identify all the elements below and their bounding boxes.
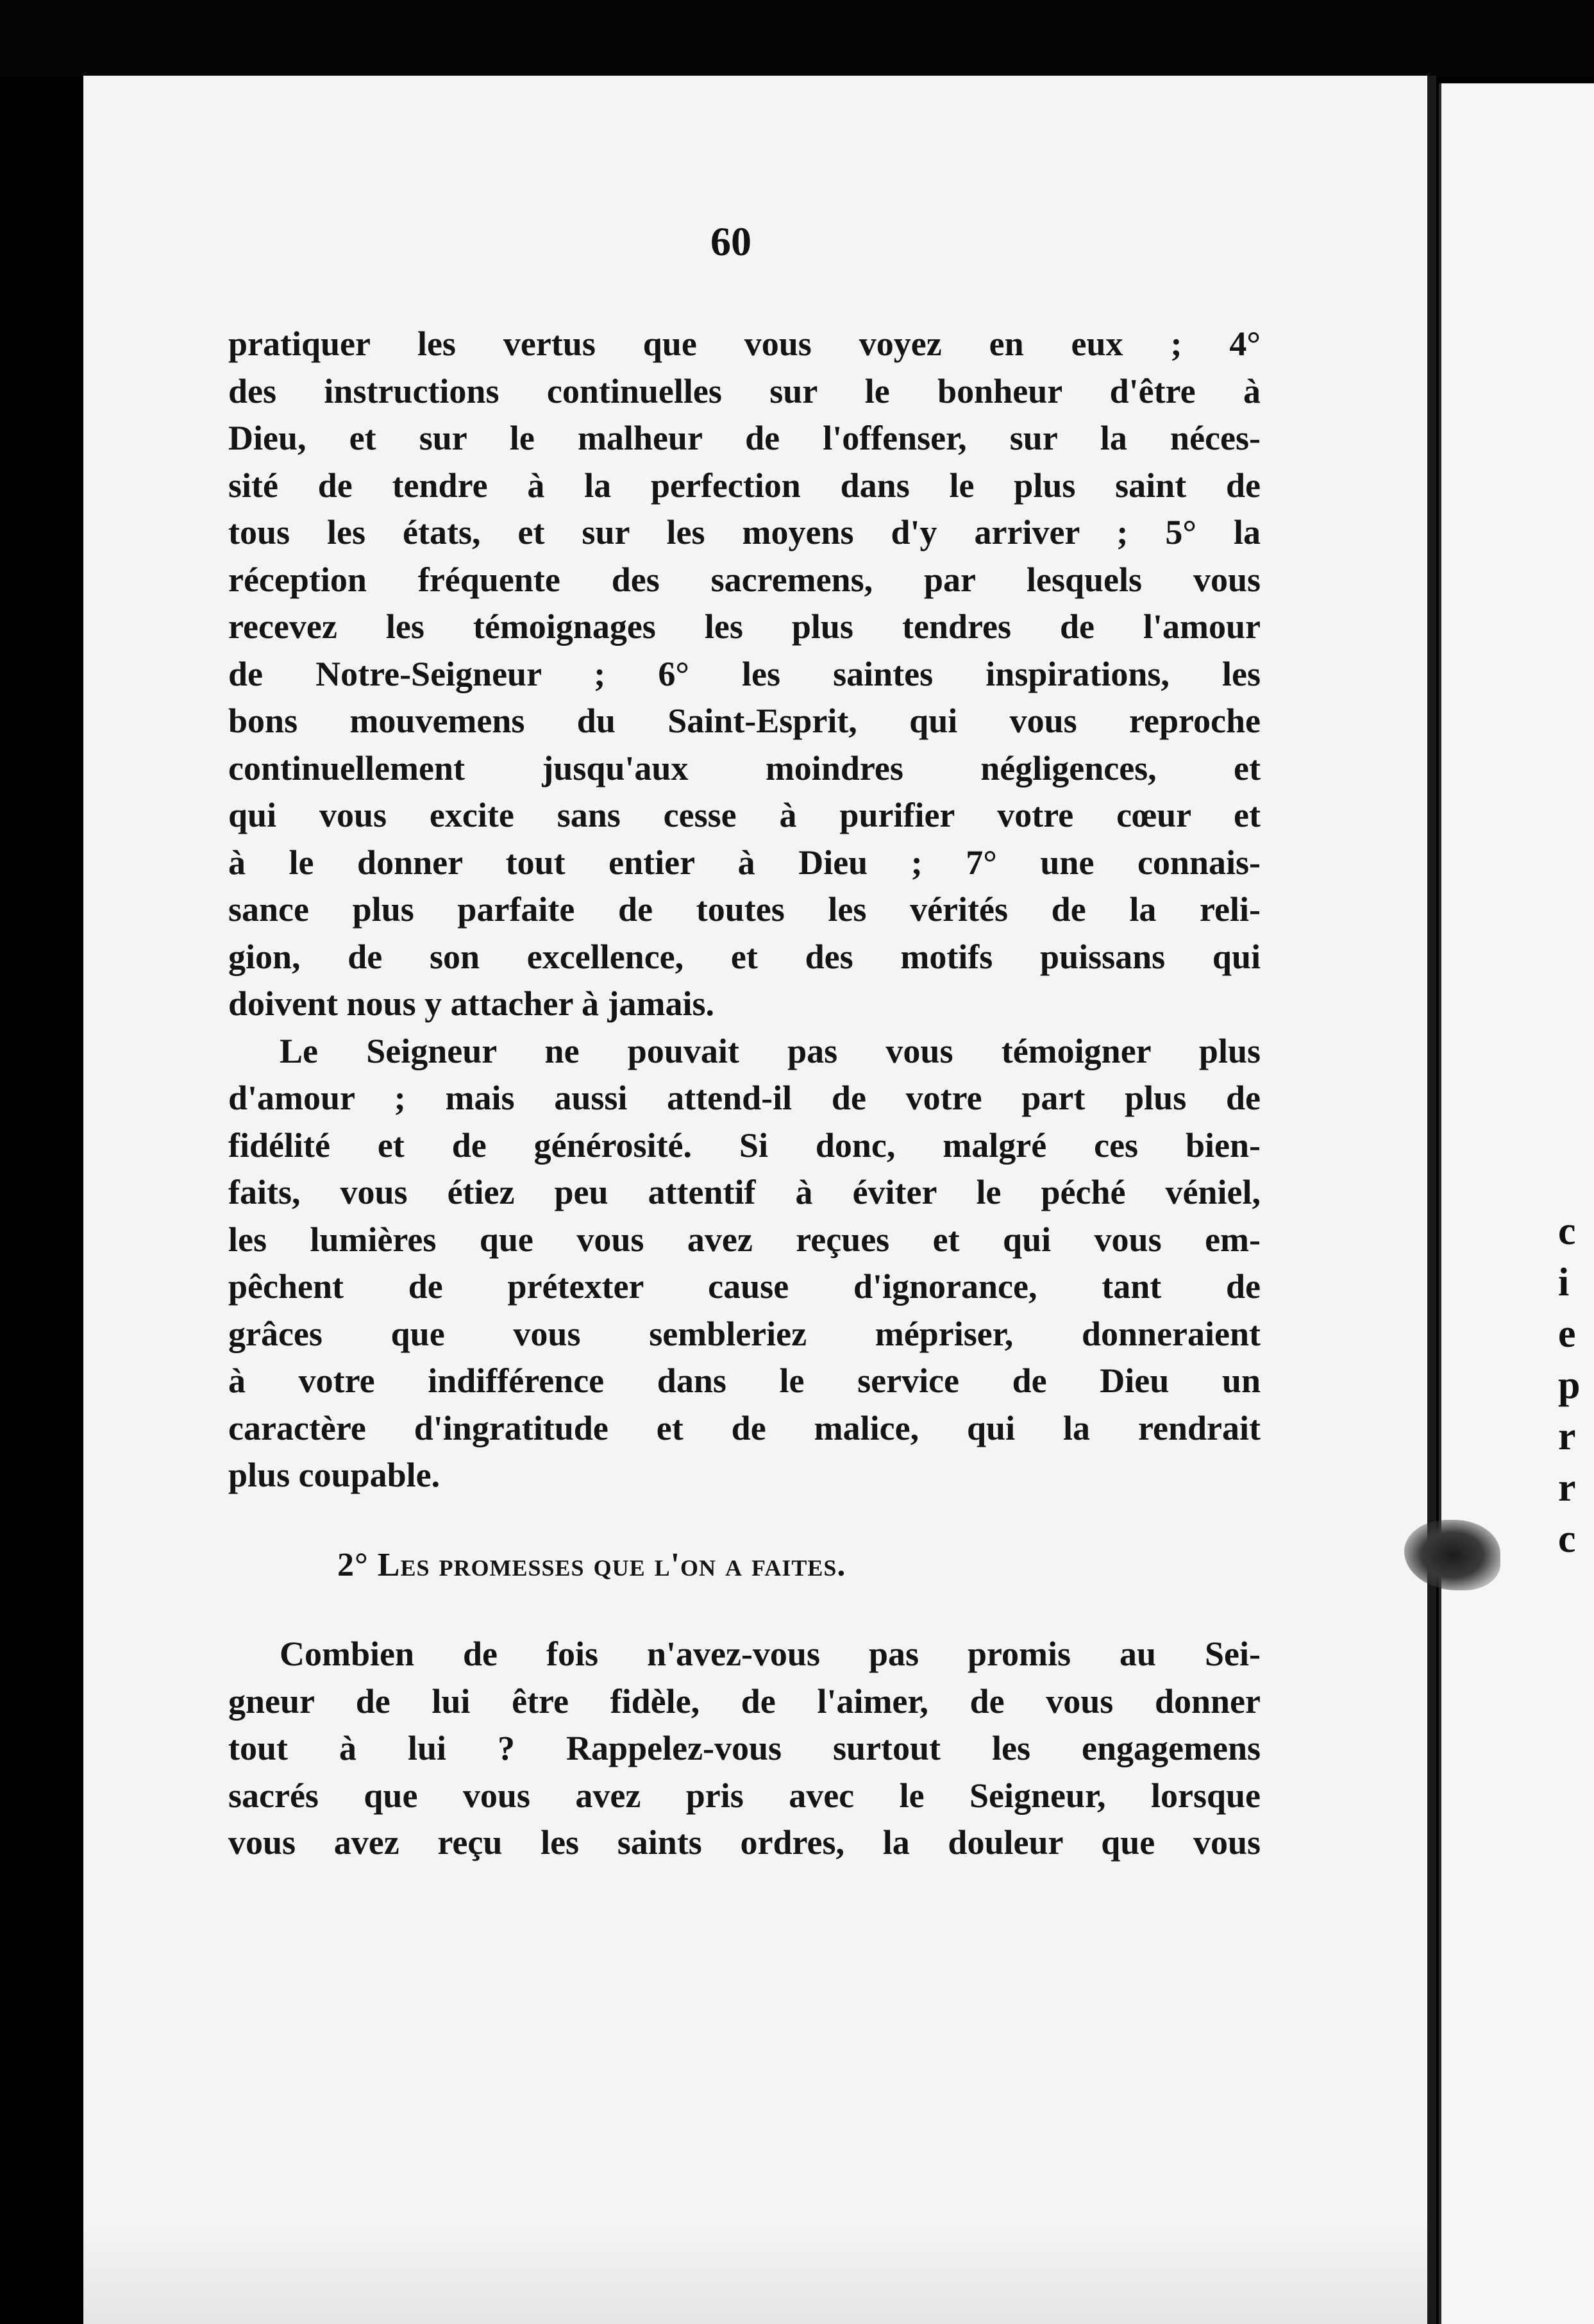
adjacent-page-edge: [1439, 83, 1594, 2324]
text-line: pratiquer les vertus que vous voyez en eux ; 4°: [228, 324, 1261, 363]
text-line: sance plus parfaite de toutes les vérités de la reli-: [228, 890, 1261, 929]
paragraph-2: [228, 1028, 1261, 1499]
text-line: tous les états, et sur les moyens d'y arriver ; 5° la: [228, 513, 1261, 552]
text-line: des instructions continuelles sur le bonheur d'être à: [228, 371, 1261, 410]
text-line: Combien de fois n'avez-vous pas promis au Sei-: [280, 1635, 1261, 1673]
text-line: Dieu, et sur le malheur de l'offenser, sur la néces-: [228, 419, 1261, 457]
scan-top-shadow: [0, 0, 1594, 77]
adjacent-letter: p: [1558, 1363, 1581, 1407]
section-heading: 2° Les promesses que l'on a faites.: [337, 1546, 846, 1583]
text-line: pêchent de prétexter cause d'ignorance, tant de: [228, 1267, 1261, 1306]
text-line: sacrés que vous avez pris avec le Seigneur, lorsque: [228, 1776, 1261, 1815]
adjacent-letter: r: [1558, 1466, 1576, 1510]
text-line: gion, de son excellence, et des motifs puissans qui: [228, 937, 1261, 976]
adjacent-page-letters: [1558, 1206, 1594, 1565]
text-line: réception fréquente des sacremens, par lesquels vous: [228, 560, 1261, 599]
text-line: sité de tendre à la perfection dans le plus saint de: [228, 466, 1261, 505]
page-number: 60: [710, 219, 751, 264]
text-line: qui vous excite sans cesse à purifier votre cœur et: [228, 796, 1261, 834]
text-line: vous avez reçu les saints ordres, la douleur que vous: [228, 1823, 1261, 1862]
text-line: bons mouvemens du Saint-Esprit, qui vous reproche: [228, 702, 1261, 740]
paragraph-1: [228, 321, 1261, 1028]
text-line: Le Seigneur ne pouvait pas vous témoigner plus: [280, 1031, 1261, 1070]
adjacent-letter: c: [1558, 1209, 1576, 1253]
text-line: doivent nous y attacher à jamais.: [228, 984, 715, 1023]
adjacent-letter: c: [1558, 1517, 1576, 1561]
page-body-text: [228, 321, 1261, 1867]
adjacent-letter: r: [1558, 1415, 1576, 1458]
text-line: les lumières que vous avez reçues et qui vous em-: [228, 1220, 1261, 1259]
adjacent-letter: i: [1558, 1261, 1570, 1304]
adjacent-letter: e: [1558, 1312, 1576, 1356]
text-line: tout à lui ? Rappelez-vous surtout les engagemens: [228, 1729, 1261, 1767]
text-line: faits, vous étiez peu attentif à éviter le péché véniel,: [228, 1173, 1261, 1211]
text-line: caractère d'ingratitude et de malice, qui la rendrait: [228, 1408, 1261, 1447]
paragraph-3: [228, 1631, 1261, 1867]
text-line: gneur de lui être fidèle, de l'aimer, de vous donner: [228, 1681, 1261, 1721]
text-line: d'amour ; mais aussi attend-il de votre part plus de: [228, 1079, 1261, 1117]
text-line: grâces que vous sembleriez mépriser, donneraient: [228, 1314, 1261, 1353]
text-line: fidélité et de générosité. Si donc, malgré ces bien-: [228, 1125, 1261, 1165]
text-line: à le donner tout entier à Dieu ; 7° une connais-: [228, 843, 1261, 882]
text-line: continuellement jusqu'aux moindres négligences, et: [228, 748, 1261, 787]
text-line: de Notre-Seigneur ; 6° les saintes inspirations, les: [228, 654, 1261, 693]
text-line: à votre indifférence dans le service de Dieu un: [228, 1361, 1261, 1400]
text-line: plus coupable.: [228, 1456, 440, 1494]
text-line: recevez les témoignages les plus tendres de l'amour: [228, 607, 1261, 646]
